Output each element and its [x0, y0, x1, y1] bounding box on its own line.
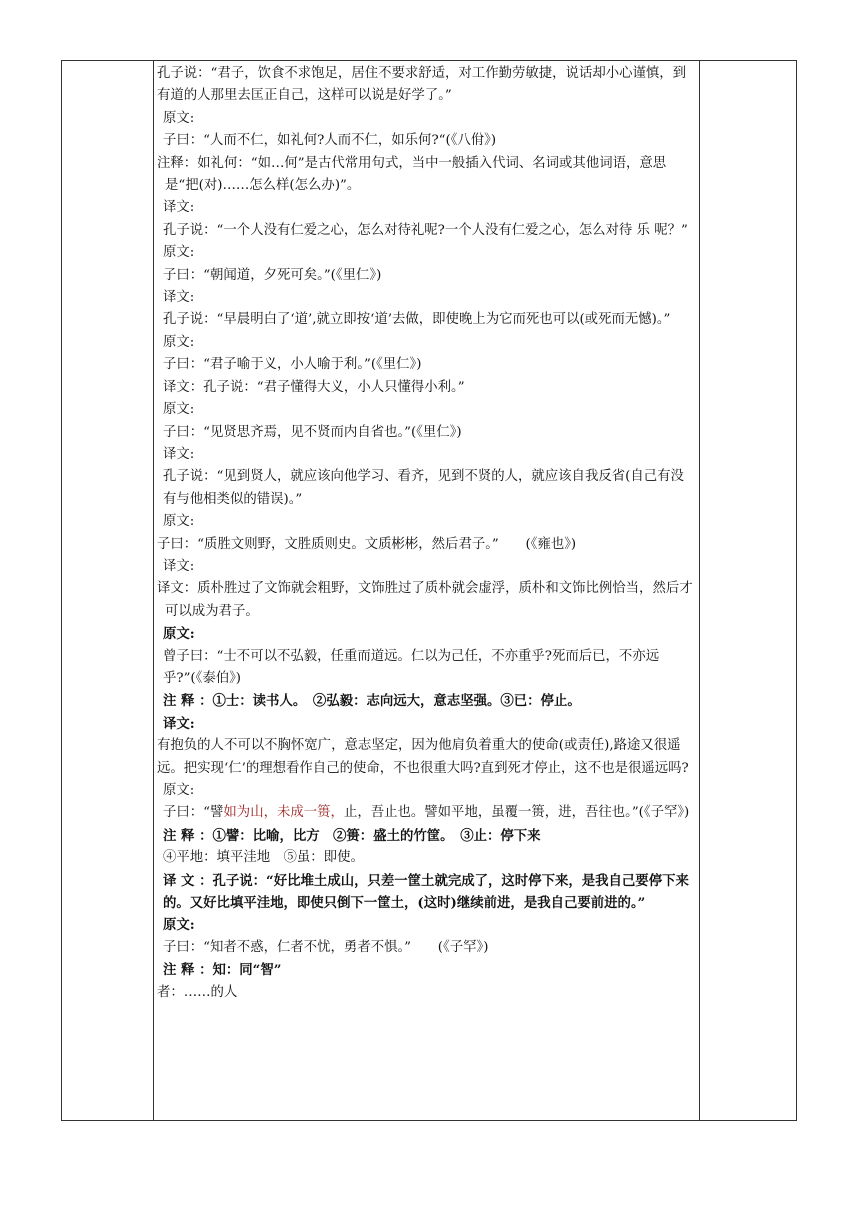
note-text: 注 释 ：①士：读书人。 ②弘毅：志向远大，意志坚强。③已：停止。	[163, 693, 581, 710]
content-cell	[154, 61, 700, 1121]
original-label: 原文:	[163, 245, 195, 261]
lesson-content	[154, 61, 699, 1004]
translation-text: 孔子说：“早晨明白了‘道’,就立即按‘道’去做，即使晚上为它而死也可以(或死而无憾)。”	[163, 312, 671, 328]
note-text: 注释：如礼何：“如…何”是古代常用句式，当中一般插入代词、名词或其他词语，意思是“把(对)……怎么样(怎么办)”。	[157, 155, 667, 194]
translation-text: 孔子说：“一个人没有仁爱之心，怎么对待礼呢?一个人没有仁爱之心，怎么对待 乐 呢？”	[163, 222, 688, 238]
note-text: ④平地：填平洼地 ⑤虽：即使。	[163, 850, 364, 866]
original-text-start: 子曰：“譬	[163, 805, 224, 821]
left-column-cell	[62, 61, 154, 1121]
translation-text: 有抱负的人不可以不胸怀宽广，意志坚定，因为他肩负着重大的使命(或责任),路途又很遥远。把实现‘仁’的理想看作自己的使命，不也很重大吗?直到死才停止，这不也是很遥远吗?	[157, 738, 689, 776]
translation-text: 译 文 ：孔子说：“好比堆土成山，只差一筐土就完成了，这时停下来，是我自己要停下来的。又好比填平洼地，即使只倒下一筐土，(这时)继续前进，是我自己要前进的。”	[163, 872, 689, 912]
original-label: 原文:	[163, 402, 195, 418]
original-label: 原文:	[163, 514, 195, 530]
translation-label: 译文:	[163, 446, 195, 462]
translation-text: 译文：孔子说：“君子懂得大义，小人只懂得小利。”	[163, 379, 465, 395]
original-label: 原文:	[163, 626, 195, 643]
original-label: 原文:	[163, 783, 195, 798]
translation-text: 译文：质朴胜过了文饰就会粗野，文饰胜过了质朴就会虚浮，质朴和文饰比例恰当，然后才可以成为君子。	[157, 581, 693, 619]
translation-label: 译文:	[163, 715, 195, 732]
original-text-end: 止，吾止也。譬如平地，虽覆一篑，进，吾往也。”(《子罕》)	[343, 805, 690, 821]
note-text: 注 释 ：①譬：比喻，比方 ②篑：盛土的竹筐。 ③止：停下来	[163, 827, 541, 844]
note-text: 者：……的人	[157, 984, 238, 1000]
original-text: 子曰：“人而不仁，如礼何?人而不仁，如乐何?“(《八佾》)	[163, 133, 497, 149]
translation-label: 译文:	[163, 558, 195, 574]
translation-text: 孔子说：“见到贤人，就应该向他学习、看齐，见到不贤的人，就应该自我反省(自己有没有与他相类似的错误)。”	[163, 469, 684, 507]
original-text: 子曰：“质胜文则野，文胜质则史。文质彬彬，然后君子。” (《雍也》)	[157, 536, 577, 552]
note-text: 注 释 ：知：同“智”	[163, 962, 282, 979]
original-text: 子曰：“朝闻道，夕死可矣。”(《里仁》)	[163, 267, 382, 283]
translation-label: 译文:	[163, 290, 195, 306]
original-label: 原文:	[163, 917, 195, 934]
original-text: 子曰：“见贤思齐焉，见不贤而内自省也。”(《里仁》)	[163, 424, 462, 440]
translation-label: 译文:	[163, 200, 195, 216]
lesson-table	[61, 60, 797, 1121]
original-text: 子曰：“知者不惑，仁者不忧，勇者不惧。” (《子罕》)	[163, 939, 489, 955]
right-column-cell	[700, 61, 797, 1121]
original-label: 原文:	[163, 110, 195, 126]
table-row	[62, 61, 797, 1121]
original-text: 曾子曰：“士不可以不弘毅，任重而道远。仁以为己任，不亦重乎?死而后已，不亦远乎?”(《泰伯》)	[163, 648, 660, 686]
original-text: 子曰：“君子喻于义，小人喻于利。”(《里仁》)	[163, 357, 422, 373]
original-label: 原文:	[163, 334, 195, 350]
highlighted-phrase: 如为山，未成一篑，	[223, 805, 344, 821]
original-text	[157, 802, 697, 824]
translation-text: 孔子说：“君子，饮食不求饱足，居住不要求舒适，对工作勤劳敏捷，说话却小心谨慎，到有道的人那里去匡正自己，这样可以说是好学了。”	[157, 66, 687, 104]
